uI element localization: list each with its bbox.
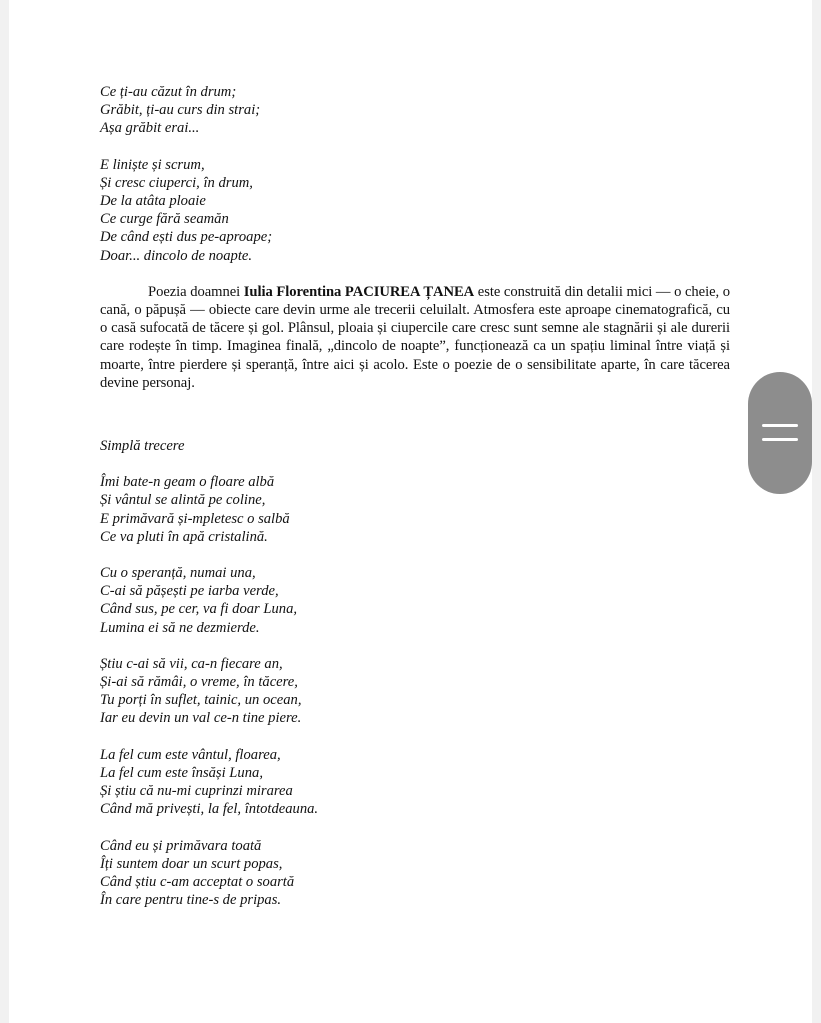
page-content — [100, 83, 730, 927]
poem-line: De când ești dus pe-aproape; — [100, 229, 273, 246]
author-name: Iulia Florentina PACIUREA ȚANEA — [243, 283, 475, 300]
poem-line: E primăvară și-mpletesc o salbă — [100, 510, 290, 527]
commentary-paragraph — [100, 283, 730, 392]
poem-line: La fel cum este însăși Luna, — [100, 764, 263, 781]
poem-line: Așa grăbit erai... — [100, 120, 200, 137]
drag-handle-bar — [762, 424, 798, 427]
poem-line: Când sus, pe cer, va fi doar Luna, — [100, 601, 298, 618]
poem-line: Când mă privești, la fel, întotdeauna. — [100, 801, 319, 818]
poem-stanza — [100, 746, 730, 819]
poem-line: Îmi bate-n geam o floare albă — [100, 474, 275, 491]
poem-line: Doar... dincolo de noapte. — [100, 247, 253, 264]
poem-line: Și cresc ciuperci, în drum, — [100, 174, 253, 191]
poem-title: Simplă trecere — [100, 438, 185, 455]
poem-stanza — [100, 655, 730, 728]
poem-line: De la atâta ploaie — [100, 193, 206, 210]
poem-stanza — [100, 473, 730, 546]
poem-line: Ce va pluti în apă cristalină. — [100, 528, 268, 545]
scroll-handle[interactable] — [748, 372, 812, 494]
poem-line: Tu porți în suflet, tainic, un ocean, — [100, 692, 302, 709]
poem-line: Știu c-ai să vii, ca-n fiecare an, — [100, 655, 283, 672]
poem-line: Când eu și primăvara toată — [100, 837, 262, 854]
poem-line: Și-ai să rămâi, o vreme, în tăcere, — [100, 674, 298, 691]
poem-line: Ce curge fără seamăn — [100, 211, 229, 228]
document-page — [9, 0, 812, 1023]
poem-line: Lumina ei să ne dezmierde. — [100, 619, 260, 636]
commentary-body: este construită din detalii mici — o cheie, o cană, o păpușă — obiecte care devin urme ale trecerii celuilalt. Atmosfera este aproape cinematografică, cu o casă sufocată de tăcere și gol. Plânsul, ploaia și ciupercile care cresc sunt semne ale stagnării și ale durerii care rodește în timp. Imaginea finală, „dincolo de noapte”, funcționează ca un spațiu liminal între viață și moarte, între pierdere și speranță, între aici și acolo. Este o poezie de o sensibilitate aparte, în care tăcerea devine personaj. — [100, 283, 731, 391]
poem-line: Și știu că nu-mi cuprinzi mirarea — [100, 783, 293, 800]
poem-line: E liniște și scrum, — [100, 156, 205, 173]
poem-line: Ce ți-au căzut în drum; — [100, 84, 237, 100]
poem-stanza — [100, 156, 730, 265]
poem-stanza — [100, 564, 730, 637]
poem-line: C-ai să pășești pe iarba verde, — [100, 583, 279, 600]
poem-line: Iar eu devin un val ce-n tine piere. — [100, 710, 302, 727]
poem-line: Grăbit, ți-au curs din strai; — [100, 102, 261, 119]
commentary-intro: Poezia doamnei — [148, 283, 244, 300]
poem-line: În care pentru tine-s de pripas. — [100, 892, 282, 909]
poem-line: Și vântul se alintă pe coline, — [100, 492, 266, 509]
poem-line: Cu o speranță, numai una, — [100, 565, 256, 582]
drag-handle-bar — [762, 438, 798, 441]
poem-stanza — [100, 83, 730, 138]
poem-line: Când știu c-am acceptat o soartă — [100, 873, 295, 890]
poem-stanza — [100, 837, 730, 910]
poem-line: Îți suntem doar un scurt popas, — [100, 855, 283, 872]
poem-line: La fel cum este vântul, floarea, — [100, 746, 281, 763]
